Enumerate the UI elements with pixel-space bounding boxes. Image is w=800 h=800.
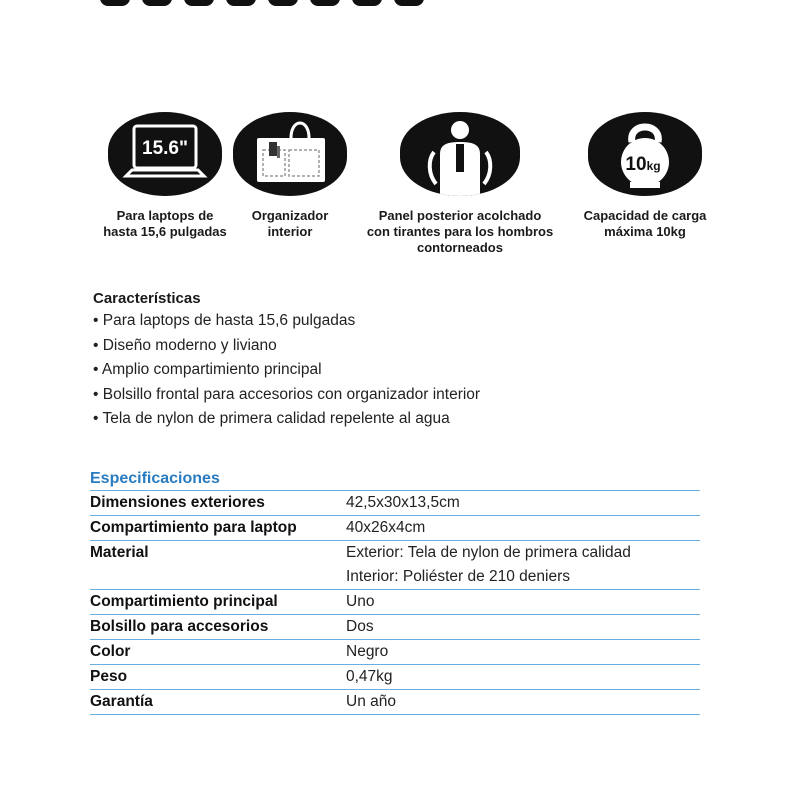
laptop-screen-label: 15.6" xyxy=(142,138,188,159)
spec-value: Un año xyxy=(346,693,396,710)
list-item: • Bolsillo frontal para accesorios con organizador interior xyxy=(93,385,481,403)
spec-label: Compartimiento principal xyxy=(90,593,278,610)
list-item: • Diseño moderno y liviano xyxy=(93,336,277,354)
characteristics-title: Características xyxy=(93,290,201,307)
laptop-icon xyxy=(108,112,222,196)
spec-label: Peso xyxy=(90,668,128,685)
table-row xyxy=(90,541,700,590)
table-row xyxy=(90,615,700,640)
feature-caption-organizer: Organizador interior xyxy=(251,208,329,239)
spec-value: Negro xyxy=(346,643,389,660)
spec-value: Exterior: Tela de nylon de primera calidad Interior: Poliéster de 210 deniers xyxy=(346,544,631,585)
spec-label: Material xyxy=(90,544,149,561)
table-row xyxy=(90,491,700,516)
table-row xyxy=(90,516,700,541)
spec-label: Bolsillo para accesorios xyxy=(90,618,269,635)
backpack-wearer-icon xyxy=(400,112,520,196)
feature-icons-row xyxy=(80,112,720,262)
feature-organizer xyxy=(230,112,350,240)
feature-laptop xyxy=(90,112,240,240)
feature-caption-back-panel: Panel posterior acolchado con tirantes para los hombros contorneados xyxy=(366,208,554,255)
feature-back-panel xyxy=(360,112,560,256)
table-row xyxy=(90,665,700,690)
spec-label: Dimensiones exteriores xyxy=(90,494,265,511)
feature-caption-laptop: Para laptops de hasta 15,6 pulgadas xyxy=(103,208,227,239)
spec-value: 0,47kg xyxy=(346,668,393,685)
kettlebell-weight-label: 10kg xyxy=(625,154,661,175)
feature-load-capacity xyxy=(570,112,720,240)
spec-value: 40x26x4cm xyxy=(346,519,426,536)
kettlebell-icon xyxy=(588,112,702,196)
spec-value: 42,5x30x13,5cm xyxy=(346,494,460,511)
characteristics-section xyxy=(93,290,713,432)
top-logo-strip xyxy=(100,0,436,6)
list-item: • Para laptops de hasta 15,6 pulgadas xyxy=(93,312,356,329)
table-row xyxy=(90,690,700,715)
specifications-title: Especificaciones xyxy=(90,470,700,491)
table-row xyxy=(90,590,700,615)
organizer-icon xyxy=(233,112,347,196)
spec-value: Dos xyxy=(346,618,374,635)
characteristics-list xyxy=(93,309,713,432)
table-row xyxy=(90,640,700,665)
spec-label: Garantía xyxy=(90,693,153,710)
spec-label: Color xyxy=(90,643,131,660)
list-item: • Tela de nylon de primera calidad repelente al agua xyxy=(93,410,450,427)
feature-caption-load-capacity: Capacidad de carga máxima 10kg xyxy=(583,208,707,239)
spec-value: Uno xyxy=(346,593,375,610)
spec-label: Compartimiento para laptop xyxy=(90,519,297,536)
specifications-table xyxy=(90,470,700,715)
list-item: • Amplio compartimiento principal xyxy=(93,361,322,378)
